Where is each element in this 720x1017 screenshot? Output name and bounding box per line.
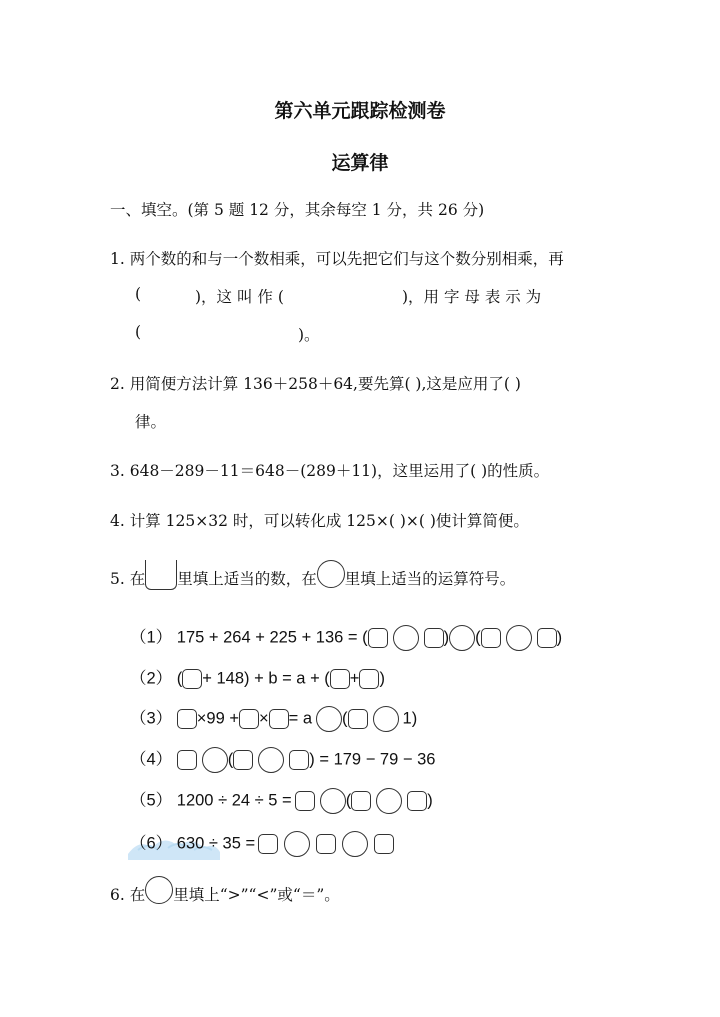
answer-square-icon[interactable] (424, 628, 444, 648)
q6-prefix: 6. 在 (110, 886, 146, 904)
q5-item-num: （6） (130, 834, 173, 853)
answer-square-icon[interactable] (182, 669, 202, 689)
section-heading: 一、填空。(第 5 题 12 分，其余每空 1 分，共 26 分) (110, 201, 485, 219)
answer-square-icon[interactable] (177, 750, 197, 770)
answer-square-icon[interactable] (351, 791, 371, 811)
q5-expr: ) (427, 791, 433, 810)
q2-line2: 律。 (135, 413, 167, 431)
answer-circle-icon[interactable] (376, 788, 402, 814)
q5-item-num: （1） (130, 628, 173, 647)
answer-square-icon[interactable] (481, 628, 501, 648)
answer-square-icon[interactable] (233, 750, 253, 770)
q6-line1 (110, 876, 340, 912)
q5-item-5 (130, 785, 433, 815)
answer-square-icon[interactable] (359, 669, 379, 689)
q5-expr: ) (556, 628, 563, 647)
q6-suffix: 里填上“>”“<”或“＝”。 (173, 886, 340, 904)
q5-expr: ( (342, 709, 348, 728)
q5-item-2 (130, 663, 385, 693)
q5-expr: 630 ÷ 35 = (176, 834, 256, 853)
q5-expr: ( (345, 791, 352, 810)
q5-expr: × (259, 709, 269, 728)
answer-circle-icon[interactable] (393, 625, 419, 651)
answer-circle-icon[interactable] (284, 831, 310, 857)
answer-square-icon[interactable] (295, 791, 315, 811)
answer-square-icon[interactable] (330, 669, 350, 689)
q5-item-num: （4） (130, 750, 173, 769)
answer-square-icon[interactable] (348, 709, 368, 729)
q5-item-num: （5） (130, 791, 173, 810)
circle-legend-icon (317, 560, 345, 588)
q4-line1: 4. 计算 125×32 时，可以转化成 125×( )×( )使计算简便。 (110, 512, 529, 530)
answer-square-icon[interactable] (177, 709, 197, 729)
q5-expr: 175 + 264 + 225 + 136 = ( (176, 628, 368, 647)
page-subtitle: 运算律 (331, 152, 389, 174)
q5-expr: ) = 179 − 79 − 36 (309, 750, 436, 769)
q5-item-4 (130, 744, 435, 774)
q5-item-3 (130, 703, 417, 733)
answer-circle-icon[interactable] (320, 788, 346, 814)
answer-square-icon[interactable] (407, 791, 427, 811)
q5-item-num: （3） (130, 709, 173, 728)
q5-expr: 1200 ÷ 24 ÷ 5 = (176, 791, 292, 810)
answer-square-icon[interactable] (374, 834, 394, 854)
q5-header (110, 560, 515, 596)
q5-expr: ( (475, 628, 481, 647)
answer-square-icon[interactable] (289, 750, 309, 770)
circle-legend-icon (145, 876, 173, 904)
q1-line3-open: ( (135, 323, 142, 341)
q5-item-num: （2） (130, 669, 173, 688)
answer-square-icon[interactable] (368, 628, 388, 648)
q1-line3-close: )。 (298, 326, 320, 344)
q5-expr: + 148) + b = a + ( (202, 669, 330, 688)
answer-square-icon[interactable] (537, 628, 557, 648)
q1-line2-end: )，用 字 母 表 示 为 (402, 288, 542, 306)
q5-expr: ( (176, 669, 183, 688)
q5-prefix: 5. 在 (110, 570, 146, 588)
answer-square-icon[interactable] (258, 834, 278, 854)
answer-circle-icon[interactable] (258, 747, 284, 773)
q5-item-6 (130, 828, 394, 858)
q3-line1: 3. 648－289－11＝648－(289＋11)，这里运用了( )的性质。 (110, 462, 550, 480)
answer-square-icon[interactable] (269, 709, 289, 729)
q1-line2-open: ( (135, 285, 142, 303)
q5-mid: 里填上适当的数，在 (177, 570, 317, 588)
q5-suffix: 里填上适当的运算符号。 (344, 570, 516, 588)
answer-circle-icon[interactable] (449, 625, 475, 651)
q5-expr: + (349, 669, 360, 688)
q5-expr: ) (379, 669, 385, 688)
q5-expr: 1) (402, 709, 418, 728)
answer-circle-icon[interactable] (316, 706, 342, 732)
square-legend-icon (145, 560, 177, 590)
q5-expr: ( (227, 750, 234, 769)
answer-square-icon[interactable] (316, 834, 336, 854)
q2-line1: 2. 用简便方法计算 136＋258＋64,要先算( ),这是应用了( ) (110, 375, 521, 393)
q1-line2-mid: )，这 叫 作 ( (195, 288, 284, 306)
answer-square-icon[interactable] (239, 709, 259, 729)
answer-circle-icon[interactable] (373, 706, 399, 732)
answer-circle-icon[interactable] (202, 747, 228, 773)
q5-expr: = a (288, 709, 313, 728)
answer-circle-icon[interactable] (506, 625, 532, 651)
q5-expr: ×99 + (196, 709, 239, 728)
q5-item-1 (130, 622, 562, 652)
q5-expr: ) (443, 628, 450, 647)
page-title: 第六单元跟踪检测卷 (274, 100, 446, 122)
answer-circle-icon[interactable] (342, 831, 368, 857)
q1-line1: 1. 两个数的和与一个数相乘，可以先把它们与这个数分别相乘，再 (110, 250, 564, 268)
